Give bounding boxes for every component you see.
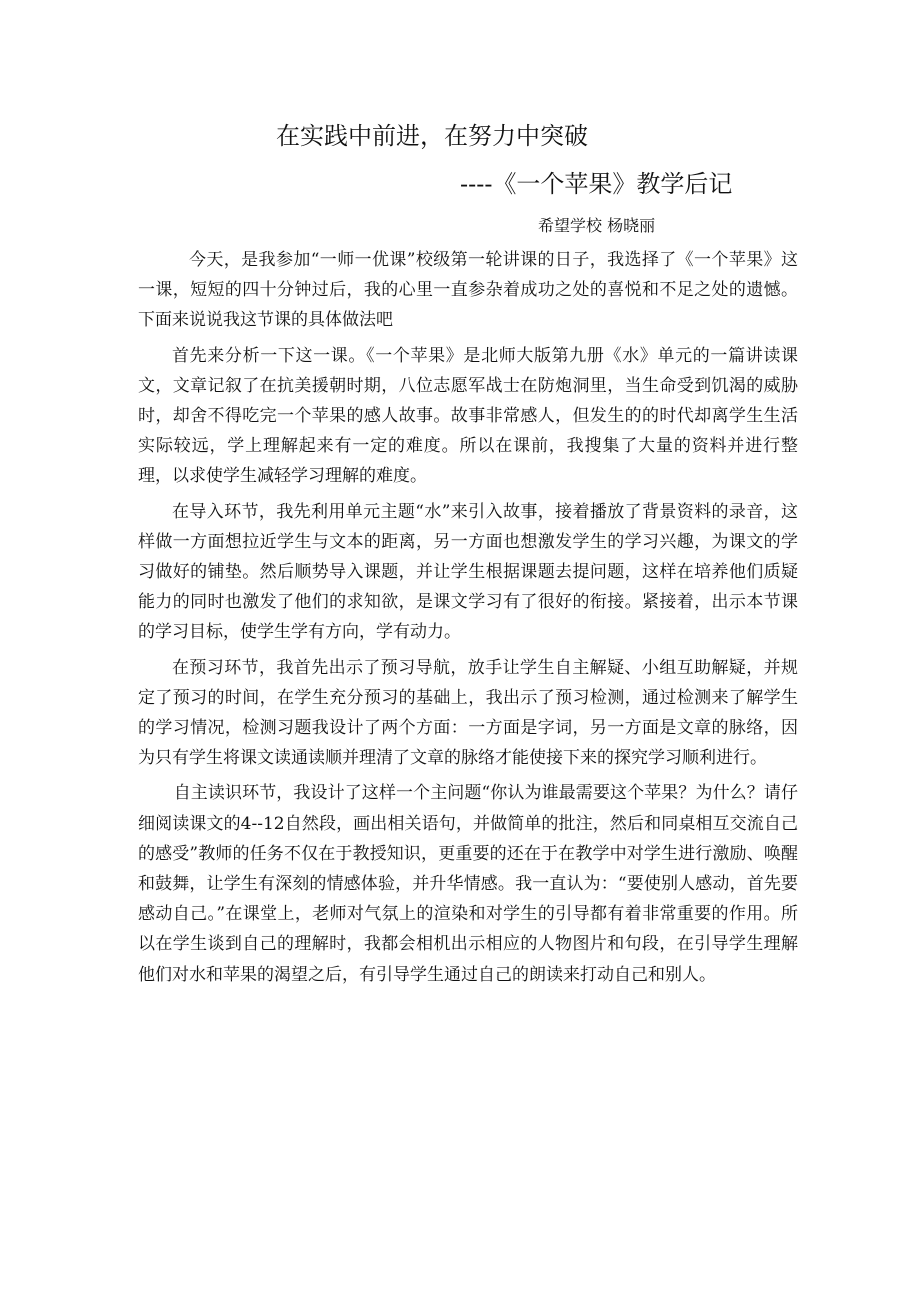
paragraph-introduction-stage: 在导入环节，我先利用单元主题“水”来引入故事，接着播放了背景资料的录音，这样做一方面想拉近学生与文本的距离，另一方面也想激发学生的学习兴趣，为课文的学习做好的铺垫。然后顺势导入课题，并让学生根据课题去提问题，这样在培养他们质疑能力的同时也激发了他们的求知欲，是课文学习有了很好的衔接。紧接着，出示本节课的学习目标，使学生学有方向，学有动力。 bbox=[138, 501, 798, 643]
document-subtitle: ----《一个苹果》教学后记 bbox=[460, 170, 733, 198]
paragraph-reading-stage: 自主读识环节，我设计了这样一个主问题“你认为谁最需要这个苹果？为什么？请仔细阅读课文的4--12自然段，画出相关语句，并做简单的批注，然后和同桌相互交流自己的感受”教师的任务不仅在于教授知识，更重要的还在于在教学中对学生进行激励、唤醒和鼓舞，让学生有深刻的情感体验，并升华情感。我一直认为：“要使别人感动，首先要感动自己。”在课堂上，老师对气氛上的渲染和对学生的引导都有着非常重要的作用。所以在学生谈到自己的理解时，我都会相机出示相应的人物图片和句段，在引导学生理解他们对水和苹果的渴望之后，有引导学生通过自己的朗读来打动自己和别人。 bbox=[138, 783, 798, 985]
document-body bbox=[138, 245, 798, 995]
paragraph-preview-stage: 在预习环节，我首先出示了预习导航，放手让学生自主解疑、小组互助解疑，并规定了预习的时间，在学生充分预习的基础上，我出示了预习检测，通过检测来了解学生的学习情况，检测习题我设计了两个方面：一方面是字词，另一方面是文章的脉络，因为只有学生将课文读通读顺并理清了文章的脉络才能使接下来的探究学习顺利进行。 bbox=[138, 657, 798, 769]
paragraph-analysis: 首先来分析一下这一课。《一个苹果》是北师大版第九册《水》单元的一篇讲读课文，文章记叙了在抗美援朝时期，八位志愿军战士在防炮洞里，当生命受到饥渴的威胁时，却舍不得吃完一个苹果的感人故事。故事非常感人，但发生的的时代却离学生生活实际较远，学上理解起来有一定的难度。所以在课前，我搜集了大量的资料并进行整理，以求使学生减轻学习理解的难度。 bbox=[138, 345, 798, 487]
document-author: 希望学校 杨晓丽 bbox=[538, 216, 656, 235]
paragraph-intro: 今天，是我参加“一师一优课”校级第一轮讲课的日子，我选择了《一个苹果》这一课，短短的四十分钟过后，我的心里一直参杂着成功之处的喜悦和不足之处的遗憾。下面来说说我这节课的具体做法吧 bbox=[138, 250, 798, 331]
document-title: 在实践中前进，在努力中突破 bbox=[276, 122, 588, 150]
